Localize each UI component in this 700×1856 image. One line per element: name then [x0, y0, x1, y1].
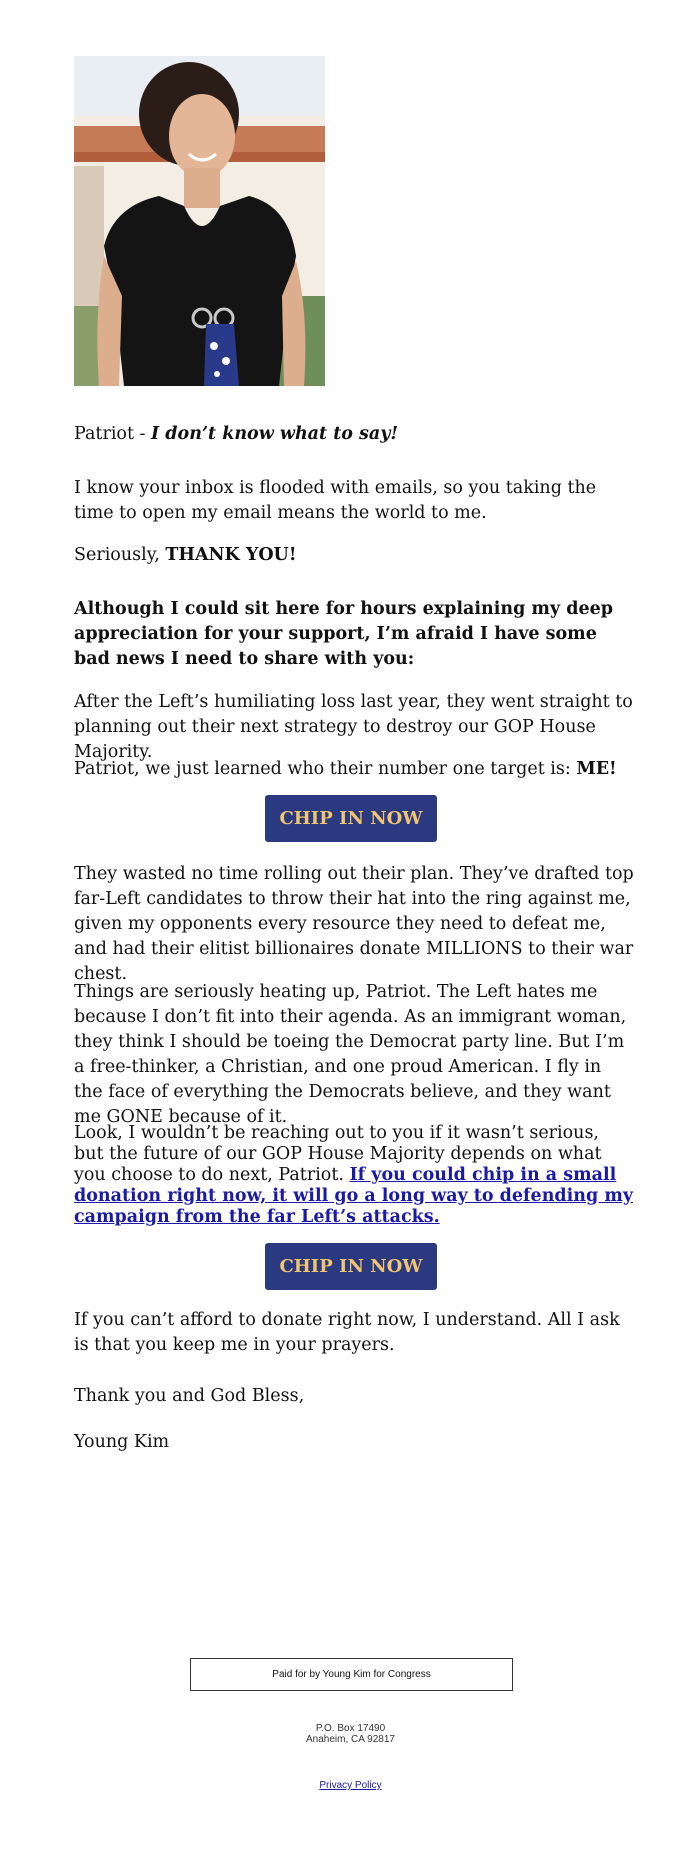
paragraph-serious — [74, 1123, 634, 1228]
target-bold: ME! — [576, 759, 617, 779]
paragraph-inbox: I know your inbox is flooded with emails, so you taking the time to open my email means the world to me. — [74, 478, 597, 523]
paragraph-thank-you — [74, 543, 634, 568]
target-prefix: Patriot, we just learned who their number one target is: — [74, 759, 577, 779]
paragraph-bad-news: Although I could sit here for hours explaining my deep appreciation for your support, I’m afraid I have some bad news I need to share with you: — [74, 599, 613, 669]
address-line-2: Anaheim, CA 92817 — [306, 1734, 395, 1745]
serious-prefix: Look, I wouldn’t be reaching out to you if it wasn’t serious, but the future of our GOP House Majority depends on what you choose to do next, Patriot. — [74, 1123, 602, 1185]
thank-you-prefix: Seriously, — [74, 545, 166, 565]
privacy-policy — [190, 1780, 511, 1791]
signature: Young Kim — [74, 1432, 170, 1452]
closing: Thank you and God Bless, — [74, 1386, 305, 1406]
paragraph-target — [74, 757, 634, 782]
paragraph-left-loss: After the Left’s humiliating loss last year, they went straight to planning out their next strategy to destroy our GOP House Majority. — [74, 692, 633, 762]
thank-you-bold: THANK YOU! — [165, 545, 297, 565]
paid-for-disclaimer: Paid for by Young Kim for Congress — [190, 1658, 513, 1691]
chip-in-button-2[interactable]: CHIP IN NOW — [265, 1243, 437, 1290]
paragraph-prayers: If you can’t afford to donate right now, I understand. All I ask is that you keep me in your prayers. — [74, 1310, 620, 1355]
paragraph-plan: They wasted no time rolling out their plan. They’ve drafted top far-Left candidates to throw their hat into the ring against me, given my opponents every resource they need to defeat me, and had their elitist billionaires donate MILLIONS to their war chest. — [74, 864, 634, 984]
greeting-emphasis: I don’t know what to say! — [151, 424, 399, 444]
greeting-prefix: Patriot - — [74, 424, 152, 444]
chip-in-button-1[interactable]: CHIP IN NOW — [265, 795, 437, 842]
greeting — [74, 422, 634, 447]
donation-link[interactable]: If you could chip in a small donation right now, it will go a long way to defending my campaign from the far Left’s attacks. — [74, 1165, 634, 1227]
paragraph-heating-up: Things are seriously heating up, Patriot. The Left hates me because I don’t fit into their agenda. As an immigrant woman, they think I should be toeing the Democrat party line. But I’m a free-thinker, a Christian, and one proud American. I fly in the face of everything the Democrats believe, and they want me GONE because of it. — [74, 982, 627, 1127]
candidate-photo — [74, 56, 325, 386]
address-line-1: P.O. Box 17490 — [315, 1723, 386, 1734]
privacy-policy-link[interactable]: Privacy Policy — [319, 1780, 382, 1791]
